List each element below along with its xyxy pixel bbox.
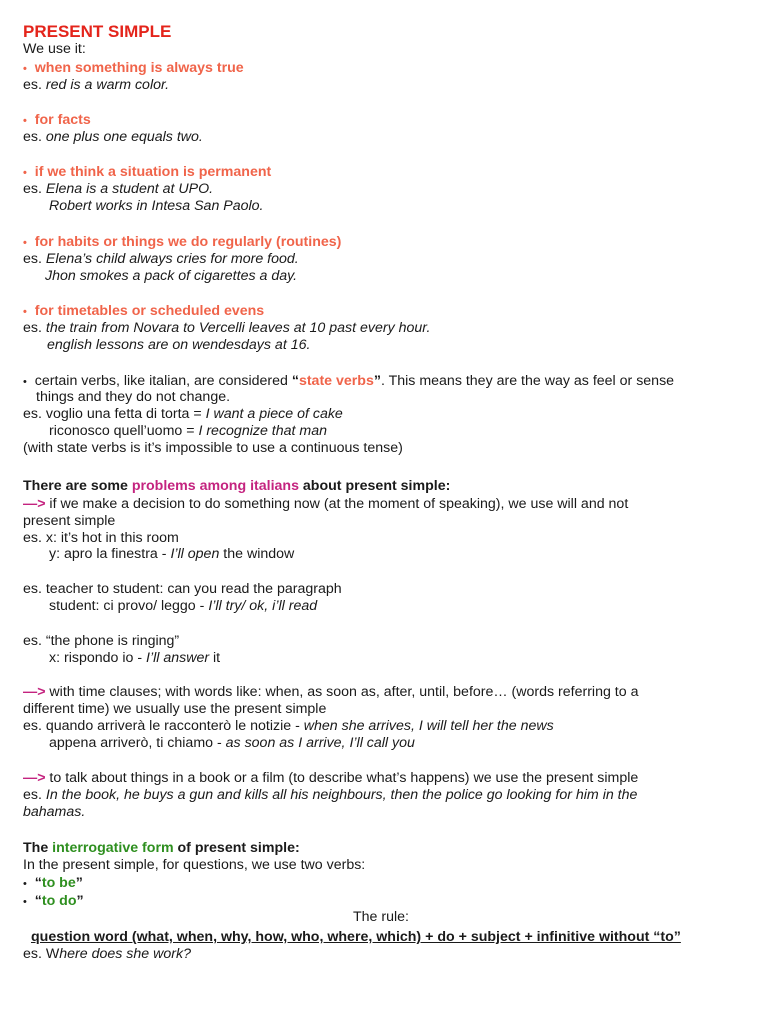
quote-mark: “: [34, 875, 42, 891]
state-verbs-line2: things and they do not change.: [36, 389, 231, 405]
example-line: [23, 181, 213, 198]
example-prefix: es.: [23, 320, 46, 336]
example-line: [23, 77, 169, 94]
example-line: [23, 251, 299, 268]
heading-text: The: [23, 840, 53, 856]
example-line: [49, 650, 220, 667]
example-text: x: rispondo io -: [49, 650, 146, 666]
example-text: here does she work?: [59, 946, 191, 962]
example-text: the train from Novara to Vercelli leaves at 10 past every hour.: [45, 320, 431, 336]
arrow-icon: —>: [23, 684, 46, 700]
point-text: if we make a decision to do something now (at the moment of speaking), we use will and not: [45, 496, 629, 512]
arrow-icon: —>: [23, 770, 46, 786]
example-prefix: es.: [23, 181, 46, 197]
example-prefix: es.: [23, 77, 46, 93]
example-line: [23, 129, 203, 146]
example-line: [23, 787, 637, 804]
point-text: different time) we usually use the present simple: [23, 701, 327, 717]
state-verbs-text: certain verbs, like italian, are considered: [34, 373, 292, 389]
example-translation: I’ll open: [170, 546, 220, 562]
example-text: the window: [219, 546, 295, 562]
example-prefix: es.: [23, 251, 46, 267]
use-heading-text: when something is always true: [34, 60, 244, 76]
use-heading: [23, 60, 244, 78]
problems-highlight: problems among italians: [131, 478, 299, 494]
quote-mark: ”: [75, 875, 83, 891]
use-heading: [23, 164, 271, 182]
example-text: es. voglio una fetta di torta =: [23, 406, 206, 422]
bullet-icon: •: [23, 237, 27, 249]
bullet-icon: •: [23, 115, 27, 127]
example-text: Elena is a student at UPO.: [45, 181, 214, 197]
example-text: it: [209, 650, 221, 666]
verb-item: [23, 875, 83, 893]
example-text: one plus one equals two.: [45, 129, 203, 145]
verb-text: to be: [41, 875, 76, 891]
use-heading-text: if we think a situation is permanent: [34, 164, 272, 180]
interrogative-highlight: interrogative form: [52, 840, 174, 856]
example-translation: I want a piece of cake: [205, 406, 343, 422]
example-line: es. x: it’s hot in this room: [23, 530, 179, 546]
example-line: [49, 735, 415, 752]
interrogative-intro: In the present simple, for questions, we use two verbs:: [23, 857, 366, 873]
state-verbs-text: . This means they are the way as feel or sense: [380, 373, 675, 389]
example-text: y: apro la finestra -: [49, 546, 171, 562]
example-translation: I recognize that man: [198, 423, 327, 439]
state-verbs-highlight: state verbs: [298, 373, 374, 389]
point-text: present simple: [23, 513, 116, 529]
heading-text: about present simple:: [298, 478, 451, 494]
example-text: red is a warm color.: [45, 77, 170, 93]
bullet-icon: •: [23, 167, 27, 179]
verb-item: [23, 893, 84, 911]
example-text: appena arriverò, ti chiamo -: [49, 735, 226, 751]
use-heading: [23, 112, 91, 130]
use-heading-text: for habits or things we do regularly (routines): [34, 234, 342, 250]
point-text: to talk about things in a book or a film (to describe what’s happens) we use the present simple: [45, 770, 639, 786]
rule-label: The rule:: [353, 909, 409, 925]
bullet-icon: •: [23, 376, 27, 388]
example-line: [49, 423, 327, 440]
example-prefix: es.: [23, 129, 46, 145]
example-text: Elena’s child always cries for more food.: [45, 251, 299, 267]
example-text: Jhon smokes a pack of cigarettes a day.: [45, 268, 298, 284]
example-line: [49, 546, 294, 563]
example-translation: I’ll try/ ok, i’ll read: [208, 598, 318, 614]
example-text: In the book, he buys a gun and kills all his neighbours, then the police go looking for him in the: [45, 787, 638, 803]
example-text: english lessons are on wendesdays at 16.: [47, 337, 311, 353]
point-text: with time clauses; with words like: when, as soon as, after, until, before… (words referring to a: [45, 684, 639, 700]
problem-point: [23, 684, 638, 701]
example-translation: as soon as I arrive, I’ll call you: [225, 735, 415, 751]
state-verbs-note: (with state verbs is it’s impossible to use a continuous tense): [23, 440, 403, 456]
example-line: [23, 406, 343, 423]
intro-text: We use it:: [23, 41, 86, 57]
use-heading-text: for timetables or scheduled evens: [34, 303, 265, 319]
quote-mark: “: [291, 373, 299, 389]
arrow-icon: —>: [23, 496, 46, 512]
heading-text: of present simple:: [173, 840, 300, 856]
example-line: [23, 320, 430, 337]
page-title: PRESENT SIMPLE: [23, 22, 172, 41]
example-text: riconosco quell’uomo =: [49, 423, 199, 439]
example-line: [23, 946, 191, 963]
quote-mark: ”: [373, 373, 381, 389]
quote-mark: ”: [76, 893, 84, 909]
bullet-icon: •: [23, 63, 27, 75]
example-line: [23, 718, 554, 735]
problem-point: [23, 496, 628, 513]
bullet-icon: •: [23, 878, 27, 890]
example-text: Robert works in Intesa San Paolo.: [49, 198, 264, 214]
problems-heading: [23, 478, 450, 495]
example-translation: when she arrives, I will tell her the news: [303, 718, 554, 734]
use-heading: [23, 234, 341, 252]
example-text: student: ci provo/ leggo -: [49, 598, 209, 614]
example-line: es. teacher to student: can you read the paragraph: [23, 581, 342, 597]
example-prefix: es. W: [23, 946, 60, 962]
example-translation: I’ll answer: [146, 650, 210, 666]
bullet-icon: •: [23, 896, 27, 908]
example-text: bahamas.: [23, 804, 86, 820]
use-heading: [23, 303, 264, 321]
use-heading-text: for facts: [34, 112, 91, 128]
interrogative-heading: [23, 840, 300, 857]
example-line: [49, 598, 317, 615]
rule-formula: question word (what, when, why, how, who, where, which) + do + subject + infinitive without “to”: [31, 929, 681, 945]
example-prefix: es.: [23, 787, 46, 803]
bullet-icon: •: [23, 306, 27, 318]
verb-text: to do: [41, 893, 77, 909]
problem-point: [23, 770, 638, 787]
example-line: es. “the phone is ringing”: [23, 633, 180, 649]
quote-mark: “: [34, 893, 42, 909]
example-text: es. quando arriverà le racconterò le notizie -: [23, 718, 304, 734]
heading-text: There are some: [23, 478, 132, 494]
